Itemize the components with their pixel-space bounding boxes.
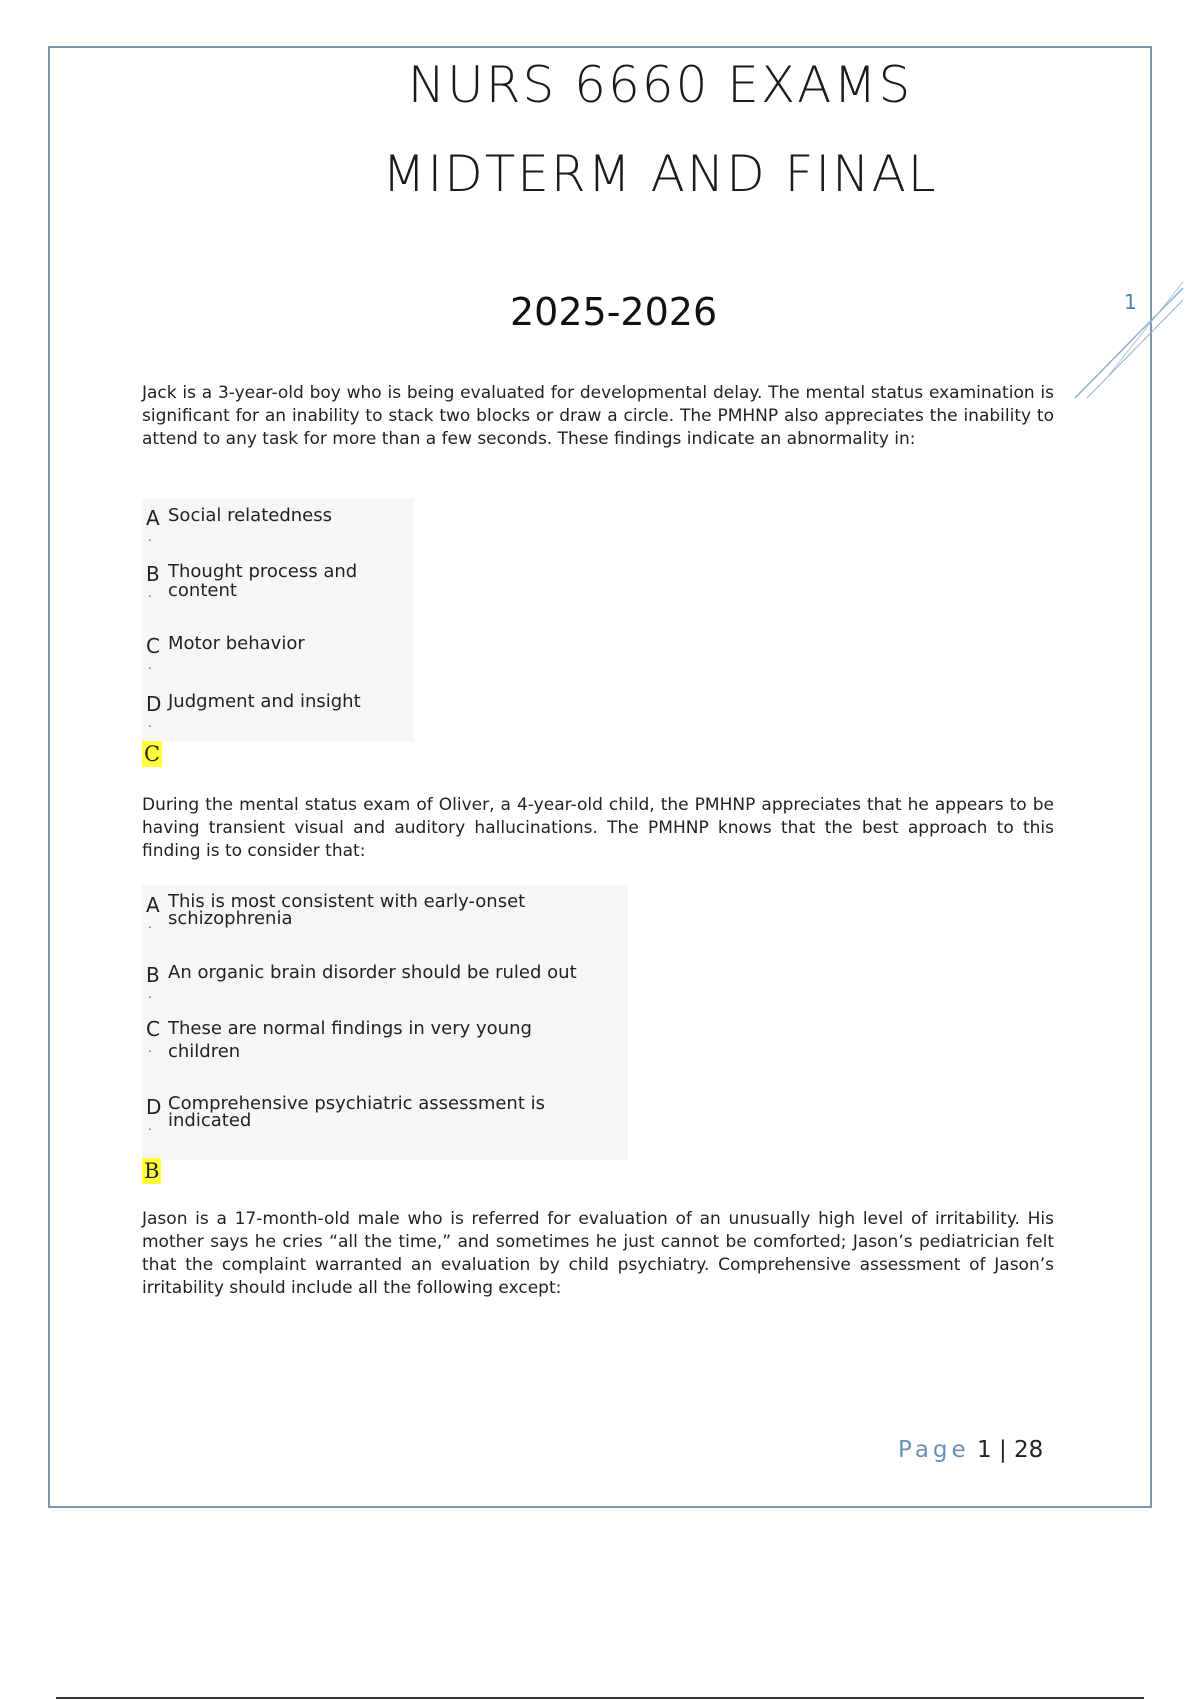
- footer-total-pages: 28: [1014, 1437, 1044, 1463]
- option-letter: C: [146, 1017, 160, 1041]
- footer-page-number: 1: [977, 1437, 992, 1463]
- corner-page-number: 1: [1124, 290, 1137, 314]
- option-dot: .: [148, 530, 152, 544]
- option-dot: .: [148, 917, 152, 931]
- option-dot: .: [148, 987, 152, 1001]
- option-letter: D: [146, 1095, 162, 1119]
- option-dot: .: [148, 1041, 152, 1055]
- question-2-answer: B: [144, 1159, 160, 1183]
- page-footer: [898, 1437, 1043, 1463]
- question-1-text: Jack is a 3-year-old boy who is being evaluated for developmental delay. The mental status examination is significant for an inability to stack two blocks or draw a circle. The PMHNP also appreciates the inability to attend to any task for more than a few seconds. These findings indicate an abnormality in:: [142, 383, 1054, 449]
- question-3-text: Jason is a 17-month-old male who is referred for evaluation of an unusually high level of irritability. His mother says he cries “all the time,” and sometimes he just cannot be comforted; Jason’s pediatrician felt that the complaint warranted an evaluation by child psychiatry. Comprehensive assessment of Jason’s irritability should include all the following except:: [142, 1209, 1054, 1298]
- document-title-line1: NURS 6660 EXAMS: [407, 56, 913, 114]
- document-title-line2: MIDTERM AND FINAL: [382, 145, 938, 203]
- option-text: Judgment and insight: [168, 691, 361, 712]
- option-text: Comprehensive psychiatric assessment is indicated: [168, 1093, 545, 1131]
- document-year: 2025-2026: [510, 290, 718, 334]
- question-1-options: [142, 498, 414, 742]
- option-dot: .: [148, 658, 152, 672]
- footer-separator: |: [998, 1437, 1007, 1463]
- option-dot: .: [148, 716, 152, 730]
- option-text: Thought process and content: [168, 561, 358, 601]
- option-letter: B: [146, 562, 160, 586]
- option-letter: B: [146, 963, 160, 987]
- question-2-text: During the mental status exam of Oliver, a 4-year-old child, the PMHNP appreciates that he appears to be having transient visual and auditory hallucinations. The PMHNP knows that the best approach to this finding is to consider that:: [142, 795, 1054, 861]
- option-letter: C: [146, 634, 160, 658]
- option-dot: .: [148, 1119, 152, 1133]
- bottom-divider: [56, 1697, 1144, 1699]
- option-text: This is most consistent with early-onset schizophrenia: [168, 891, 526, 929]
- corner-decoration-lines: [1065, 280, 1185, 405]
- option-dot: .: [148, 586, 152, 600]
- option-text: Social relatedness: [168, 505, 332, 526]
- option-letter: A: [146, 506, 160, 530]
- option-text: These are normal findings in very young children: [168, 1018, 532, 1062]
- question-1-answer: C: [144, 742, 161, 766]
- question-2-options: [142, 885, 628, 1160]
- option-text: An organic brain disorder should be ruled out: [168, 962, 577, 983]
- footer-page-word: Page: [898, 1437, 970, 1463]
- option-text: Motor behavior: [168, 633, 305, 654]
- option-letter: D: [146, 692, 162, 716]
- option-letter: A: [146, 893, 160, 917]
